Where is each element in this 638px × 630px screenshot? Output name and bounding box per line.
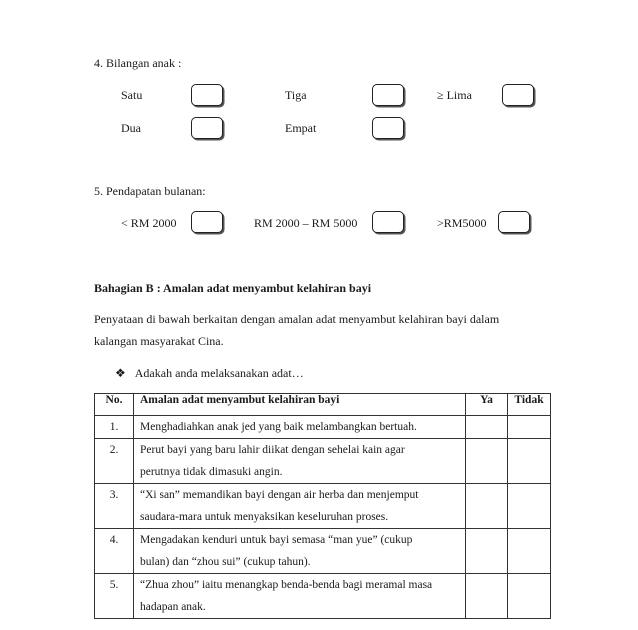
answer-yes-cell[interactable] [466, 484, 508, 529]
row-practice-text [134, 439, 466, 484]
row-line1: Mengadakan kenduri untuk bayi semasa “man yue” (cukup [140, 534, 413, 546]
row-number: 2. [95, 439, 134, 484]
q5-checkbox-low[interactable] [191, 211, 223, 233]
q4-title: 4. Bilangan anak : [94, 56, 182, 70]
row-line1: Menghadiahkan anak jed yang baik melambangkan bertuah. [140, 421, 417, 433]
row-practice-text [134, 574, 466, 619]
answer-tidak-cell[interactable] [508, 529, 551, 574]
answer-tidak-cell[interactable] [508, 484, 551, 529]
answer-yes-cell[interactable] [466, 574, 508, 619]
section-b-intro-line1: Penyataan di bawah berkaitan dengan amalan adat menyambut kelahiran bayi dalam [94, 312, 500, 326]
answer-yes-cell[interactable] [466, 416, 508, 439]
q5-checkbox-mid[interactable] [372, 211, 404, 233]
header-practice: Amalan adat menyambut kelahiran bayi [134, 394, 466, 416]
answer-tidak-cell[interactable] [508, 574, 551, 619]
q4-option-tiga: Tiga [285, 88, 307, 102]
row-practice-text [134, 484, 466, 529]
answer-yes-cell[interactable] [466, 529, 508, 574]
header-yes: Ya [466, 394, 508, 416]
q4-checkbox-tiga[interactable] [372, 84, 404, 106]
q4-checkbox-lima[interactable] [502, 84, 534, 106]
q4-option-empat: Empat [285, 121, 317, 135]
row-number: 3. [95, 484, 134, 529]
table-row [95, 484, 551, 529]
q4-option-satu: Satu [121, 88, 143, 102]
row-line1: “Zhua zhou” iaitu menangkap benda-benda bagi meramal masa [140, 579, 433, 591]
table-row [95, 439, 551, 484]
table-row [95, 529, 551, 574]
q5-checkbox-high[interactable] [498, 211, 530, 233]
row-line1: Perut bayi yang baru lahir diikat dengan sehelai kain agar [140, 444, 405, 456]
q5-option-low: < RM 2000 [121, 216, 177, 230]
row-line2: saudara-mara untuk menyaksikan keseluruhan proses. [140, 511, 389, 523]
q4-option-dua: Dua [121, 121, 141, 135]
table-header-row [95, 394, 551, 416]
q4-checkbox-empat[interactable] [372, 117, 404, 139]
header-no: No. [95, 394, 134, 416]
q5-option-high: >RM5000 [437, 216, 487, 230]
q4-option-lima: ≥ Lima [437, 88, 472, 102]
row-practice-text [134, 529, 466, 574]
section-b-heading: Bahagian B : Amalan adat menyambut kelahiran bayi [94, 281, 372, 295]
q4-checkbox-satu[interactable] [191, 84, 223, 106]
diamond-bullet-icon: ❖ [115, 366, 126, 380]
q5-title: 5. Pendapatan bulanan: [94, 184, 206, 198]
row-line2: bulan) dan “zhou sui” (cukup tahun). [140, 556, 311, 568]
practice-table [94, 393, 551, 619]
section-b-intro-line2: kalangan masyarakat Cina. [94, 334, 224, 348]
answer-tidak-cell[interactable] [508, 416, 551, 439]
answer-yes-cell[interactable] [466, 439, 508, 484]
row-line1: “Xi san” memandikan bayi dengan air herba dan menjemput [140, 489, 419, 501]
answer-tidak-cell[interactable] [508, 439, 551, 484]
row-number: 1. [95, 416, 134, 439]
row-number: 5. [95, 574, 134, 619]
q5-option-mid: RM 2000 – RM 5000 [254, 216, 358, 230]
q4-checkbox-dua[interactable] [191, 117, 223, 139]
row-line2: perutnya tidak dimasuki angin. [140, 466, 283, 478]
row-number: 4. [95, 529, 134, 574]
table-row [95, 416, 551, 439]
bullet-text: Adakah anda melaksanakan adat… [134, 366, 304, 380]
row-practice-text [134, 416, 466, 439]
table-row [95, 574, 551, 619]
bullet-line [115, 366, 304, 380]
row-line2: hadapan anak. [140, 601, 206, 613]
header-tidak: Tidak [508, 394, 551, 416]
